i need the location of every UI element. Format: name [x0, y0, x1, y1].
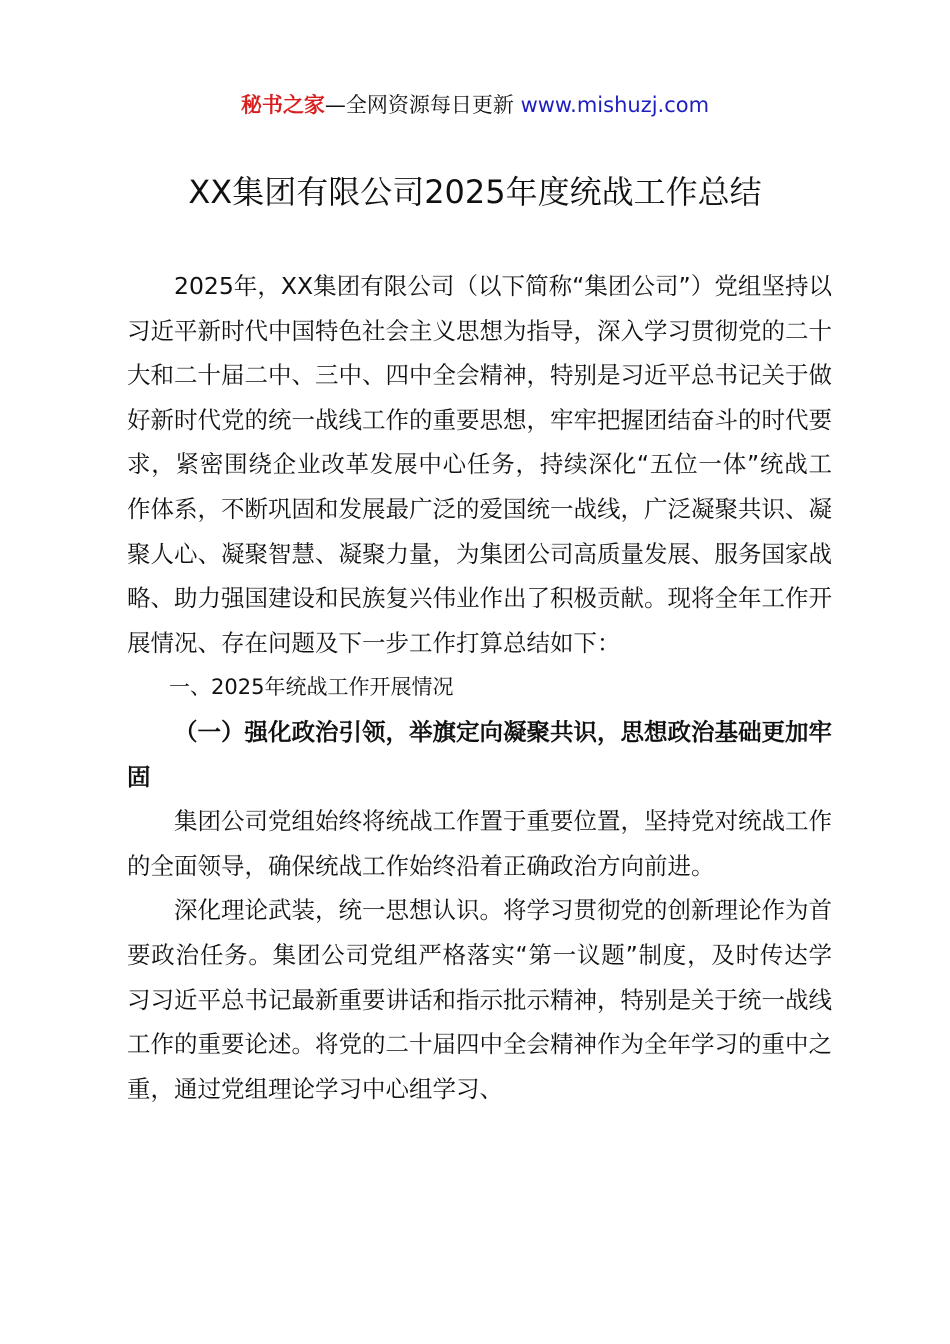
section-heading: 一、2025年统战工作开展情况 — [169, 675, 454, 700]
site-url-link[interactable]: www.mishuzj.com — [520, 93, 710, 117]
site-brand: 秘书之家 — [240, 93, 325, 117]
subsection-heading: （一）强化政治引领，举旗定向凝聚共识，思想政治基础更加牢固 — [127, 717, 832, 791]
intro-paragraph: 2025年，XX集团有限公司（以下简称“集团公司”）党组坚持以习近平新时代中国特色社会主义思想为指导，深入学习贯彻党的二十大和二十届二中、三中、四中全会精神，特别是习近平总书记关于做好新时代党的统一战线工作的重要思想，牢牢把握团结奋斗的时代要求，紧密围绕企业改革发展中心任务，持续深化“五位一体”统战工作体系，不断巩固和发展最广泛的爱国统一战线，广泛凝聚共识、凝聚人心、凝聚智慧、凝聚力量，为集团公司高质量发展、服务国家战略、助力强国建设和民族复兴伟业作出了积极贡献。现将全年工作开展情况、存在问题及下一步工作打算总结如下： — [127, 272, 832, 657]
body-paragraph-2: 深化理论武装，统一思想认识。将学习贯彻党的创新理论作为首要政治任务。集团公司党组严格落实“第一议题”制度，及时传达学习习近平总书记最新重要讲话和指示批示精神，特别是关于统一战线工作的重要论述。将党的二十届四中全会精神作为全年学习的重中之重，通过党组理论学习中心组学习、 — [127, 896, 832, 1103]
site-header — [0, 88, 950, 122]
document-body — [127, 264, 832, 1111]
document-title: XX集团有限公司2025年度统战工作总结 — [188, 173, 762, 211]
body-paragraph-1: 集团公司党组始终将统战工作置于重要位置，坚持党对统战工作的全面领导，确保统战工作始终沿着正确政治方向前进。 — [127, 807, 832, 880]
site-tagline: —全网资源每日更新 — [324, 93, 521, 117]
